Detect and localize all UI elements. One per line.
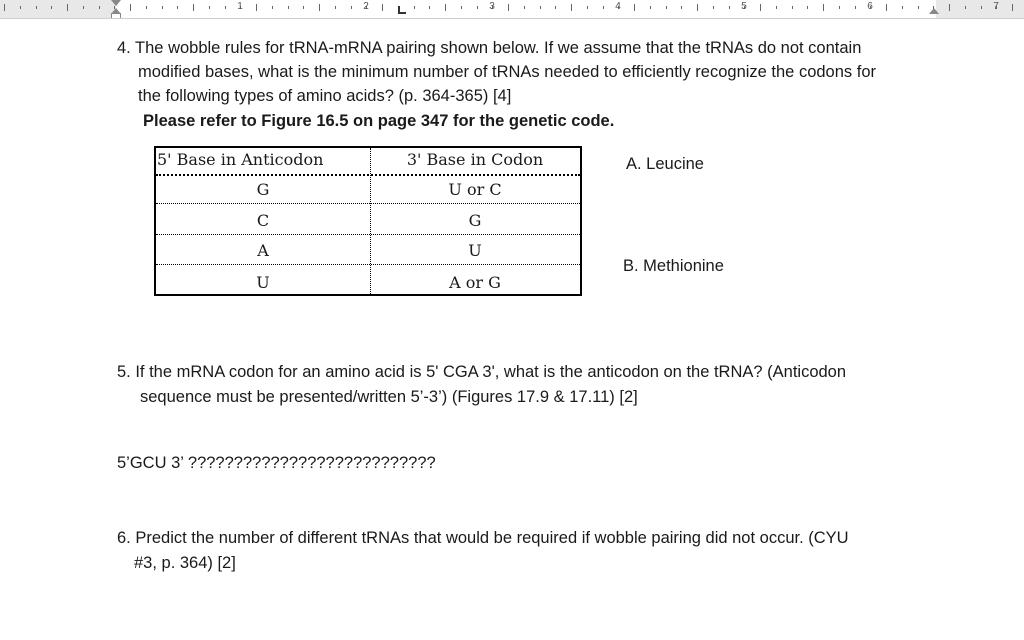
q6-text-line-1: 6. Predict the number of different tRNAs that would be required if wobble pairing did not occur. (CYU [117,529,849,547]
ruler-tick [855,6,856,9]
table-cell-anticodon: C [256,211,270,230]
ruler-tick [524,6,525,9]
ruler-number: 6 [867,1,873,12]
ruler-tick [288,6,289,9]
ruler-tick [414,6,415,9]
wobble-rules-table [154,146,582,296]
ruler-tick [902,6,903,9]
table-cell-anticodon: A [257,241,269,260]
table-cell-anticodon: G [256,180,270,199]
ruler-tick [477,6,478,9]
q5-text-line-2: sequence must be presented/written 5’-3’) (Figures 17.9 & 17.11) [2] [140,388,638,406]
ruler-tick [130,4,131,11]
ruler-tick [209,6,210,9]
ruler-tick [335,6,336,9]
ruler-tick [67,4,68,11]
left-indent-marker[interactable] [111,13,121,19]
ruler-tick [571,4,572,11]
ruler-tick [429,6,430,9]
table-header-codon: 3' Base in Codon [406,150,544,169]
ruler-tick [713,6,714,9]
ruler-tick [162,6,163,9]
ruler-tick [634,4,635,11]
ruler-tick [319,4,320,11]
ruler-tick [351,6,352,9]
ruler-tick [650,6,651,9]
ruler-tick [839,6,840,9]
ruler-tick [540,6,541,9]
ruler-tick [587,6,588,9]
table-row-divider [156,234,580,235]
ruler-tick [4,4,5,11]
ruler-tick [272,6,273,9]
q6-text-line-2: #3, p. 364) [2] [134,554,236,572]
ruler-tick [681,6,682,9]
ruler-tick [445,4,446,11]
ruler-tick [760,4,761,11]
q4-text-line-3: the following types of amino acids? (p. 364-365) [4] [138,87,512,105]
ruler-tick [965,6,966,9]
ruler-tick [303,6,304,9]
ruler-tick [697,4,698,11]
ruler-tick [776,6,777,9]
ruler-tick [555,6,556,9]
ruler-tick [792,6,793,9]
horizontal-ruler[interactable] [0,0,1024,19]
ruler-tick [256,4,257,11]
ruler-tick [807,6,808,9]
ruler-tick [193,4,194,11]
ruler-tick [1012,4,1013,11]
ruler-tick [666,6,667,9]
ruler-tick [177,6,178,9]
table-cell-codon: A or G [449,273,501,292]
table-cell-anticodon: U [256,273,270,292]
ruler-tick [20,6,21,9]
ruler-tick [461,6,462,9]
ruler-tick [729,6,730,9]
table-cell-codon: G [468,211,482,230]
ruler-tick [981,6,982,9]
table-header-divider [156,174,580,176]
table-cell-codon: U or C [448,180,502,199]
table-cell-codon: U [468,241,482,260]
ruler-number: 2 [363,1,369,12]
ruler-tick [949,4,950,11]
ruler-tick [51,6,52,9]
ruler-tick [886,4,887,11]
ruler-tick [823,4,824,11]
q4-answer-a: A. Leucine [626,155,704,173]
q4-text-line-2: modified bases, what is the minimum number of tRNAs needed to efficiently recognize the codons for [138,63,876,81]
q4-answer-b: B. Methionine [623,257,724,275]
table-header-anticodon: 5' Base in Anticodon [157,150,324,169]
q5-answer: 5’GCU 3’ ??????????????????????????? [117,454,436,472]
ruler-tick [382,4,383,11]
ruler-number: 3 [489,1,495,12]
q4-text-line-1: 4. The wobble rules for tRNA-mRNA pairing shown below. If we assume that the tRNAs do not contain [117,39,862,57]
table-row-divider [156,264,580,265]
ruler-tick [508,4,509,11]
ruler-number: 4 [615,1,621,12]
ruler-number: 1 [237,1,243,12]
ruler-tick [918,6,919,9]
q5-text-line-1: 5. If the mRNA codon for an amino acid is 5' CGA 3', what is the anticodon on the tRNA? (Anticodon [117,363,847,381]
table-row-divider [156,203,580,204]
ruler-tick [36,6,37,9]
ruler-tick [146,6,147,9]
ruler-tick [225,6,226,9]
tab-stop-marker[interactable] [398,6,406,14]
first-line-indent-marker[interactable] [111,0,121,6]
ruler-tick [83,6,84,9]
q4-note: Please refer to Figure 16.5 on page 347 for the genetic code. [143,112,615,130]
ruler-tick [99,6,100,9]
right-indent-marker[interactable] [929,8,939,14]
ruler-tick [603,6,604,9]
ruler-number: 5 [741,1,747,12]
ruler-number: 7 [993,1,999,12]
